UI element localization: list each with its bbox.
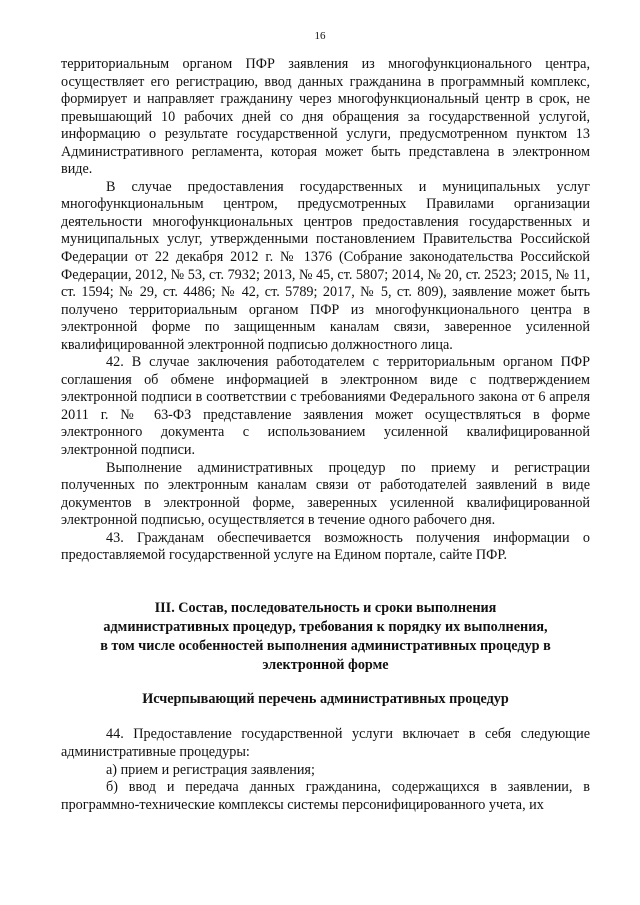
paragraph-processing: Выполнение административных процедур по приему и регистрации полученных по электронным каналам связи от работодателей заявлений в виде документов в электронной форме, заверенных усиленной квалифицированной электронной подписью, осуществляется в течение одного рабочего дня.: [61, 459, 590, 529]
document-body: [61, 56, 590, 814]
section-heading-line-3: в том числе особенностей выполнения административных процедур в: [100, 637, 551, 654]
page-number: 16: [314, 30, 326, 42]
section-heading: [61, 599, 590, 675]
section-heading-line-1: III. Состав, последовательность и сроки выполнения: [154, 599, 497, 616]
subheading: Исчерпывающий перечень административных процедур: [142, 690, 509, 707]
paragraph-mfc-electronic: В случае предоставления государственных и муниципальных услуг многофункциональным центром, предусмотренных Правилами организации деятельности многофункциональных центров предоставления государственных и муниципальных услуг, утвержденными постановлением Правительства Российской Федерации от 22 декабря 2012 г. № 1376 (Собрание законодательства Российской Федерации, 2012, № 53, ст. 7932; 2013, № 45, ст. 5807; 2014, № 20, ст. 2523; 2015, № 11, ст. 1594; № 29, ст. 4486; № 42, ст. 5789; 2017, № 5, ст. 809), заявление может быть получено территориальным органом ПФР из многофункционального центра в электронной форме по защищенным каналам связи, заверенное усиленной квалифицированной электронной подписью должностного лица.: [61, 178, 590, 353]
paragraph-continuation: территориальным органом ПФР заявления из многофункционального центра, осуществляет его регистрацию, ввод данных гражданина в программный комплекс, формирует и направляет гражданину через многофункциональный центр в срок, не превышающий 10 рабочих дней со дня обращения за государственной услугой, информацию о результате государственной услуги, предусмотренном пунктом 13 Административного регламента, которая может быть представлена в электронном виде.: [61, 56, 590, 178]
section-heading-line-2: административных процедур, требования к порядку их выполнения,: [103, 618, 548, 635]
paragraph-43: 43. Гражданам обеспечивается возможность получения информации о предоставляемой государственной услуге на Едином портале, сайте ПФР.: [61, 529, 590, 564]
paragraph-44: 44. Предоставление государственной услуги включает в себя следующие административные процедуры:: [61, 726, 590, 760]
list-item-a: а) прием и регистрация заявления;: [106, 761, 315, 778]
paragraph-42: 42. В случае заключения работодателем с территориальным органом ПФР соглашения об обмене информацией в электронном виде с подтверждением электронной подписи в соответствии с требованиями Федерального закона от 6 апреля 2011 г. № 63-ФЗ представление заявления может осуществляться в форме электронного документа с использованием усиленной квалифицированной электронной подписи.: [61, 354, 590, 459]
section-heading-line-4: электронной форме: [262, 656, 389, 673]
list-item-b: б) ввод и передача данных гражданина, содержащихся в заявлении, в программно-технические комплексы системы персонифицированного учета, их: [61, 779, 590, 813]
